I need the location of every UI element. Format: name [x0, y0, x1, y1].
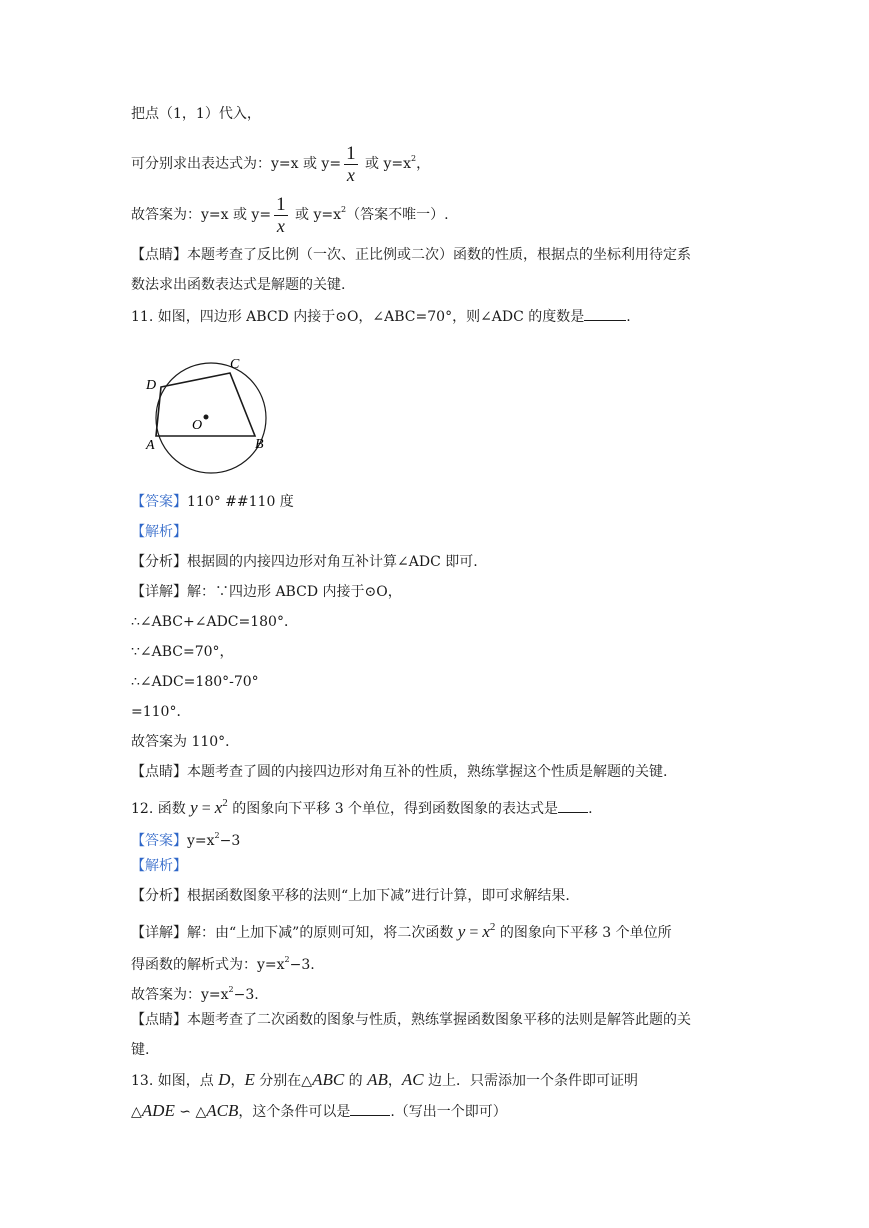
question-11: 11. 如图，四边形 ABCD 内接于⊙O，∠ABC=70°，则∠ADC 的度数是 .	[131, 306, 631, 327]
cyclic-quadrilateral-figure	[142, 350, 276, 480]
question-13-line-2: △ADE ∽ △ACB，这个条件可以是 .（写出一个即可）	[131, 1101, 507, 1120]
circle-o	[156, 363, 266, 473]
answer-blank	[350, 1101, 390, 1116]
q12-analysis: 【分析】根据函数图象平移的法则“上加下减”进行计算，即可求解结果.	[131, 888, 570, 904]
q11-final-answer: 故答案为 110°．	[131, 734, 240, 750]
fraction-one-over-x: $\frac{1}{x}$	[346, 142, 356, 185]
answer-blank	[558, 798, 588, 813]
answer-line-expressions: 故答案为：y=x 或 y= $\frac{1}{x}$ 或 $y=x^2$（答案不唯一）.	[131, 193, 449, 236]
q11-comment: 【点睛】本题考查了圆的内接四边形对角互补的性质，熟练掌握这个性质是解题的关键.	[131, 764, 668, 780]
q12-answer: 【答案】$y=x^2-3$	[131, 831, 241, 849]
q12-comment-2: 键.	[131, 1042, 150, 1058]
solution-line-substitute: 把点（1，1）代入，	[131, 106, 261, 122]
answer-blank	[584, 306, 626, 321]
q11-step-4: =110°．	[131, 704, 191, 720]
label-b: B	[255, 437, 264, 452]
question-13-line-1: 13. 如图，点 D，E 分别在△ABC 的 AB，AC 边上．只需添加一个条件即可证明	[131, 1070, 639, 1089]
label-o: O	[192, 418, 203, 433]
q11-step-1: ∴∠ABC+∠ADC=180°．	[131, 614, 298, 630]
label-d: D	[146, 378, 157, 393]
comment-line-2: 数法求出函数表达式是解题的关键.	[131, 277, 346, 293]
q11-detail: 【详解】解：∵四边形 ABCD 内接于⊙O，	[131, 584, 402, 600]
comment-line-1: 【点睛】本题考查了反比例（一次、正比例或二次）函数的性质，根据点的坐标利用待定系	[131, 247, 691, 263]
label-c: C	[230, 357, 240, 372]
q11-analysis: 【分析】根据圆的内接四边形对角互补计算∠ADC 即可.	[131, 554, 478, 570]
q12-comment-1: 【点睛】本题考查了二次函数的图象与性质，熟练掌握函数图象平移的法则是解答此题的关	[131, 1012, 691, 1028]
q12-jiexi-heading: 【解析】	[131, 858, 187, 874]
q11-step-2: ∵∠ABC=70°，	[131, 644, 234, 660]
q11-step-3: ∴∠ADC=180°-70°	[131, 674, 259, 690]
question-12: 12. 函数 $y = x^2$ 的图象向下平移 3 个单位，得到函数图象的表达式是 .	[131, 797, 593, 817]
fraction-one-over-x: $\frac{1}{x}$	[276, 193, 286, 236]
quadrilateral-abcd	[156, 373, 255, 436]
q12-detail-1: 【详解】解：由“上加下减”的原则可知，将二次函数 $y = x^2$ 的图象向下平移 3 个单位所	[131, 921, 672, 941]
q11-jiexi-heading: 【解析】	[131, 524, 187, 540]
solution-line-expressions: 可分别求出表达式为：y=x 或 y= $\frac{1}{x}$ 或 $y=x^2$，	[131, 142, 431, 185]
label-a: A	[146, 438, 155, 453]
q12-detail-2: 得函数的解析式为：$y=x^2-3$.	[131, 955, 315, 973]
q11-answer: 【答案】110° ##110 度	[131, 494, 294, 510]
q12-final-answer: 故答案为：$y=x^2-3$.	[131, 985, 259, 1003]
center-point	[204, 415, 209, 420]
